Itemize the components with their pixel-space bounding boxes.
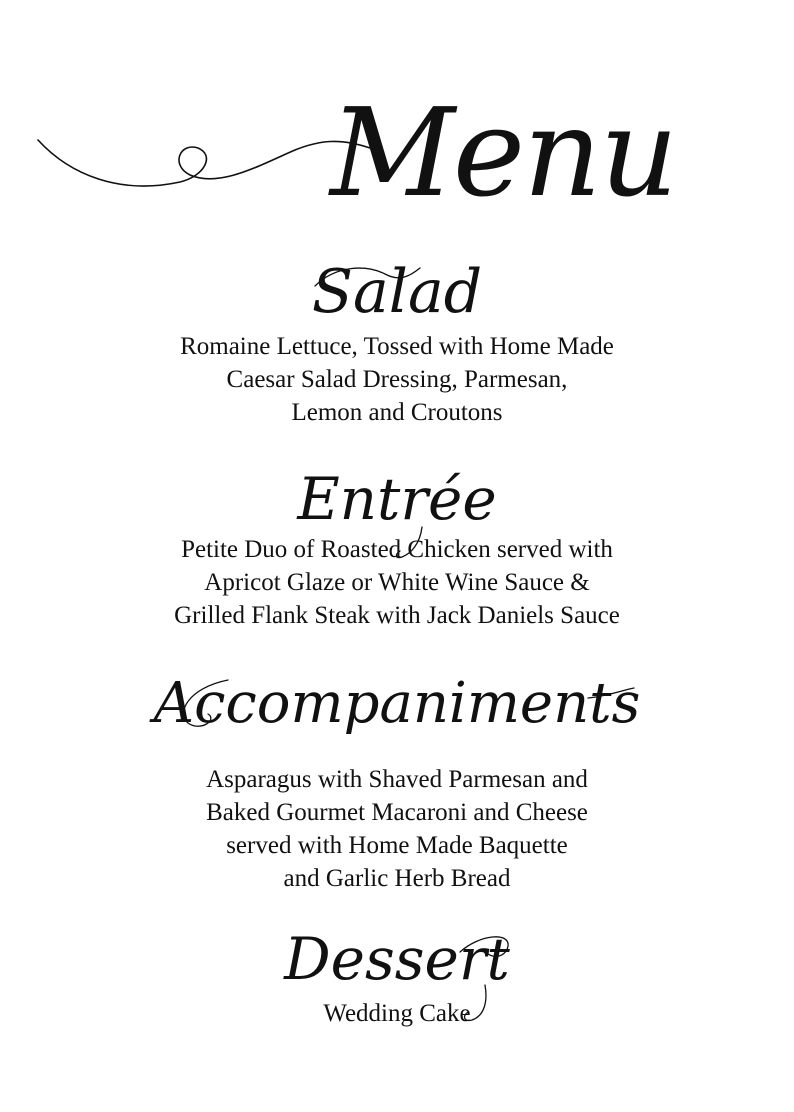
dessert-line: Wedding Cake [323, 1000, 471, 1027]
accompaniments-line: Baked Gourmet Macaroni and Cheese [206, 799, 588, 826]
salad-description [0, 330, 794, 429]
salad-heading: Salad [311, 257, 483, 327]
entree-line: Petite Duo of Roasted Chicken served with [181, 536, 613, 563]
accompaniments-heading: Accompaniments [153, 671, 641, 736]
salad-line: Lemon and Croutons [291, 399, 503, 426]
title-flourish-icon [30, 120, 380, 210]
dessert-description [0, 997, 794, 1030]
entree-line: Apricot Glaze or White Wine Sauce & [204, 569, 590, 596]
menu-title: Menu [330, 82, 677, 224]
salad-swash-icon [305, 262, 425, 292]
salad-line: Caesar Salad Dressing, Parmesan, [226, 366, 568, 393]
accompaniments-line: served with Home Made Baquette [226, 832, 568, 859]
accompaniments-line: and Garlic Herb Bread [283, 865, 511, 892]
accompaniments-description [0, 763, 794, 895]
accompaniments-swash-icon [168, 668, 638, 738]
entree-heading: Entrée [297, 465, 497, 533]
entree-description [0, 533, 794, 632]
salad-line: Romaine Lettuce, Tossed with Home Made [180, 333, 614, 360]
dessert-heading: Dessert [284, 925, 510, 993]
entree-line: Grilled Flank Steak with Jack Daniels Sauce [174, 602, 620, 629]
accompaniments-line: Asparagus with Shaved Parmesan and [206, 766, 588, 793]
